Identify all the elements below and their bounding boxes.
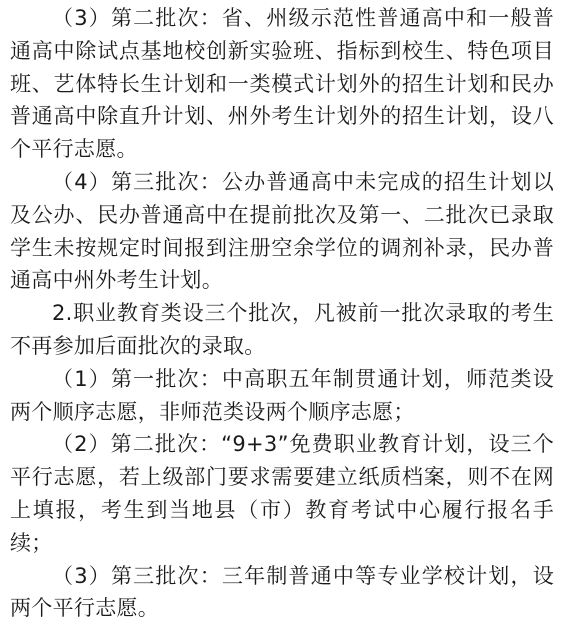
paragraph-second-batch: （3）第二批次：省、州级示范性普通高中和一般普通高中除试点基地校创新实验班、指标到校生、特色项目班、艺体特长生计划和一类模式计划外的招生计划和民办普通高中除直升计划、州外考生计划外的招生计划，设八个平行志愿。 — [10, 6, 554, 162]
paragraph-third-batch: （4）第三批次：公办普通高中未完成的招生计划以及公办、民办普通高中在提前批次及第一、二批次已录取学生未按规定时间报到注册空余学位的调剂补录，民办普通高中州外考生计划。 — [10, 169, 554, 293]
paragraph-vocational-third-batch: （3）第三批次：三年制普通中等专业学校计划，设两个平行志愿。 — [10, 563, 554, 621]
paragraph-vocational-education: 2.职业教育类设三个批次，凡被前一批次录取的考生不再参加后面批次的录取。 — [10, 301, 554, 358]
paragraph-vocational-second-batch: （2）第二批次：“9+3”免费职业教育计划，设三个平行志愿，若上级部门要求需要建立纸质档案，则不在网上填报，考生到当地县（市）教育考试中心履行报名手续； — [10, 432, 554, 555]
paragraph-vocational-first-batch: （1）第一批次：中高职五年制贯通计划，师范类设两个顺序志愿，非师范类设两个顺序志愿； — [10, 366, 554, 424]
